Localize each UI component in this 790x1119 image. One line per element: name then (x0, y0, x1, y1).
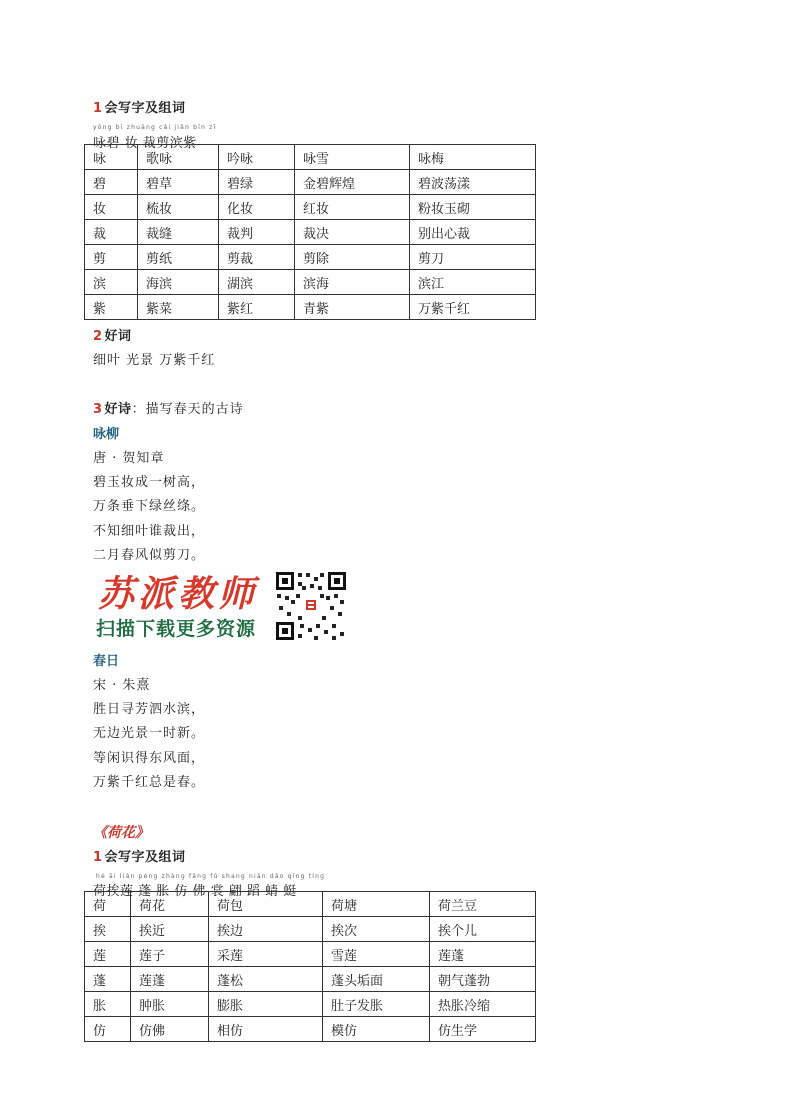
qr-code-icon[interactable] (274, 570, 348, 642)
vocab-table-body (85, 145, 536, 320)
lotus-section-heading (93, 846, 186, 865)
table-cell-word: 滨海 (295, 270, 410, 295)
section-heading-text: 好词 (104, 329, 132, 344)
table-cell-word: 剪裁 (219, 245, 295, 270)
section2-heading (93, 325, 132, 344)
table-cell-character: 碧 (85, 170, 138, 195)
table-cell-character: 妆 (85, 195, 138, 220)
vocab-table (84, 891, 536, 1042)
poem-line: 等闲识得东风面， (93, 751, 206, 766)
poem-line: 万紫千红总是春。 (93, 775, 206, 790)
table-row (85, 245, 536, 270)
table-cell-word: 膨胀 (209, 992, 323, 1017)
section-heading-text: 会写字及组词 (104, 850, 186, 865)
table-cell-word: 咏雪 (295, 145, 410, 170)
table-cell-word: 肚子发胀 (323, 992, 430, 1017)
table-cell-word: 万紫千红 (410, 295, 536, 320)
table-cell-character: 挨 (85, 917, 131, 942)
poem-line: 碧玉妆成一树高， (93, 475, 206, 490)
table-cell-word: 荷花 (131, 892, 209, 917)
pinyin-line: yǒng bì zhuāng cái jiǎn bīn zǐ (93, 124, 217, 131)
table-row (85, 220, 536, 245)
table-cell-word: 青紫 (295, 295, 410, 320)
poem-author: 宋 · 朱熹 (93, 678, 151, 693)
table-cell-word: 剪刀 (410, 245, 536, 270)
table-cell-character: 咏 (85, 145, 138, 170)
table-cell-character: 仿 (85, 1017, 131, 1042)
table-cell-word: 荷塘 (323, 892, 430, 917)
table-cell-character: 剪 (85, 245, 138, 270)
pinyin-line: hé āi lián péng zhàng fǎng fú shang nián dǎo qīng tíng (96, 873, 326, 880)
character-line: 荷挨莲 蓬 胀 仿 佛 裳 翩 蹈 蜻 蜓 (93, 884, 297, 899)
table-row (85, 270, 536, 295)
section-number: 1 (93, 101, 103, 116)
character-line: 咏碧 妆 裁剪滨紫 (93, 136, 197, 151)
table-cell-word: 化妆 (219, 195, 295, 220)
table-cell-word: 仿生学 (430, 1017, 536, 1042)
table-row (85, 1017, 536, 1042)
table-row (85, 967, 536, 992)
poem-line: 万条垂下绿丝绦。 (93, 499, 206, 514)
table-cell-word: 蓬头垢面 (323, 967, 430, 992)
ad-subtitle: 扫描下载更多资源 (96, 618, 257, 640)
table-cell-word: 朝气蓬勃 (430, 967, 536, 992)
table-cell-word: 红妆 (295, 195, 410, 220)
poem-line: 胜日寻芳泗水滨， (93, 702, 206, 717)
vocab-table-body (85, 892, 536, 1042)
table-cell-character: 胀 (85, 992, 131, 1017)
table-cell-character: 紫 (85, 295, 138, 320)
section-number: 3 (93, 402, 103, 417)
table-cell-word: 荷兰豆 (430, 892, 536, 917)
table-cell-word: 裁缝 (138, 220, 219, 245)
table-row (85, 195, 536, 220)
table-cell-word: 金碧辉煌 (295, 170, 410, 195)
poem-author: 唐 · 贺知章 (93, 451, 165, 466)
table-row (85, 170, 536, 195)
table-cell-word: 相仿 (209, 1017, 323, 1042)
table-cell-word: 雪莲 (323, 942, 430, 967)
section-heading-text: 会写字及组词 (104, 101, 186, 116)
table-cell-word: 吟咏 (219, 145, 295, 170)
table-cell-word: 热胀冷缩 (430, 992, 536, 1017)
table-cell-character: 蓬 (85, 967, 131, 992)
table-cell-word: 模仿 (323, 1017, 430, 1042)
table-cell-word: 仿佛 (131, 1017, 209, 1042)
section-heading-rest: ：描写春天的古诗 (131, 402, 244, 417)
vocab-table (84, 144, 536, 320)
table-cell-word: 挨边 (209, 917, 323, 942)
table-cell-word: 挨个儿 (430, 917, 536, 942)
table-cell-word: 滨江 (410, 270, 536, 295)
table-cell-word: 挨次 (323, 917, 430, 942)
table-cell-character: 滨 (85, 270, 138, 295)
table-cell-word: 咏梅 (410, 145, 536, 170)
poem-line: 二月春风似剪刀。 (93, 548, 206, 563)
table-cell-word: 碧草 (138, 170, 219, 195)
table-cell-character: 莲 (85, 942, 131, 967)
table-cell-word: 碧绿 (219, 170, 295, 195)
poem-line: 无边光景一时新。 (93, 726, 206, 741)
table-cell-character: 荷 (85, 892, 131, 917)
table-cell-word: 莲蓬 (430, 942, 536, 967)
table-row (85, 942, 536, 967)
table-row (85, 992, 536, 1017)
table-cell-word: 莲蓬 (131, 967, 209, 992)
section-number: 1 (93, 850, 103, 865)
table-cell-word: 别出心裁 (410, 220, 536, 245)
table-cell-word: 海滨 (138, 270, 219, 295)
poem-line: 不知细叶谁裁出， (93, 524, 206, 539)
lesson-title: 《荷花》 (93, 825, 149, 841)
table-row (85, 892, 536, 917)
table-cell-word: 莲子 (131, 942, 209, 967)
good-words: 细叶 光景 万紫千红 (93, 353, 216, 368)
table-cell-word: 梳妆 (138, 195, 219, 220)
table-cell-word: 碧波荡漾 (410, 170, 536, 195)
table-cell-word: 粉妆玉砌 (410, 195, 536, 220)
table-cell-word: 歌咏 (138, 145, 219, 170)
table-row (85, 295, 536, 320)
table-cell-word: 裁决 (295, 220, 410, 245)
poem-title: 咏柳 (93, 427, 120, 442)
section-heading-text: 好诗 (104, 402, 132, 417)
table-cell-character: 裁 (85, 220, 138, 245)
table-cell-word: 紫红 (219, 295, 295, 320)
table-cell-word: 剪除 (295, 245, 410, 270)
table-row (85, 917, 536, 942)
table-cell-word: 紫菜 (138, 295, 219, 320)
table-cell-word: 湖滨 (219, 270, 295, 295)
section-number: 2 (93, 329, 103, 344)
table-cell-word: 荷包 (209, 892, 323, 917)
table-cell-word: 挨近 (131, 917, 209, 942)
section1-heading (93, 97, 186, 116)
poem-title: 春日 (93, 654, 120, 669)
table-cell-word: 裁判 (219, 220, 295, 245)
section3-heading (93, 398, 244, 417)
table-cell-word: 肿胀 (131, 992, 209, 1017)
table-cell-word: 剪纸 (138, 245, 219, 270)
table-row (85, 145, 536, 170)
table-cell-word: 蓬松 (209, 967, 323, 992)
ad-brand-logo: 苏派教师 (98, 573, 259, 615)
table-cell-word: 采莲 (209, 942, 323, 967)
